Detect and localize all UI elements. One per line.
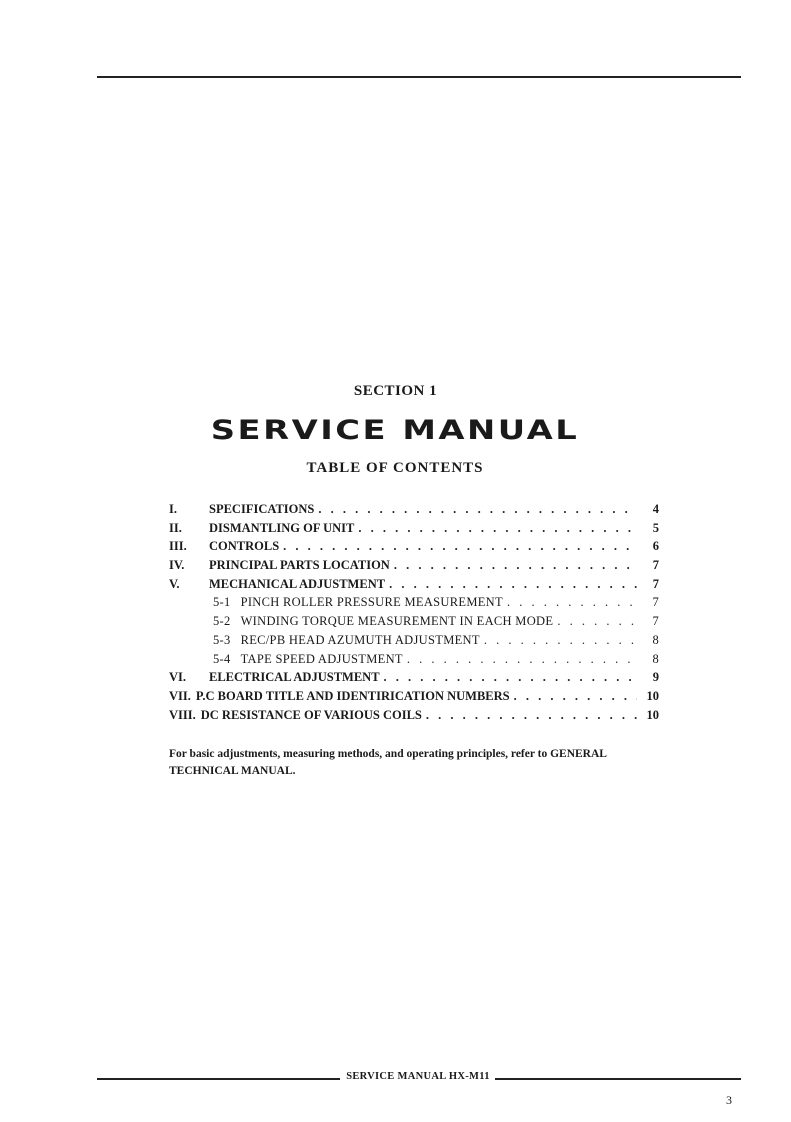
toc-entry[interactable] bbox=[169, 539, 659, 558]
toc-entry-number: II. bbox=[169, 520, 182, 535]
dot-leader bbox=[384, 670, 637, 685]
toc-entry-number: V. bbox=[169, 576, 180, 591]
toc-entry-page: 7 bbox=[652, 576, 659, 591]
toc-entry-number: III. bbox=[169, 539, 187, 554]
toc-entry-number: I. bbox=[169, 502, 177, 516]
section-label: SECTION 1 bbox=[353, 383, 438, 399]
dot-leader bbox=[389, 577, 637, 592]
toc-entry-title: DC RESISTANCE OF VARIOUS COILS bbox=[200, 707, 422, 722]
dot-leader bbox=[283, 539, 637, 554]
toc-subentry[interactable] bbox=[169, 614, 659, 633]
toc-entry-page: 10 bbox=[646, 688, 659, 703]
toc-subentry-title: TAPE SPEED ADJUSTMENT bbox=[240, 651, 403, 666]
toc-subentry-page: 7 bbox=[652, 595, 659, 610]
page-title: SERVICE MANUAL bbox=[210, 415, 580, 446]
toc-entry[interactable] bbox=[169, 502, 659, 521]
toc-subentry-page: 8 bbox=[652, 632, 659, 647]
toc-subentry-page: 8 bbox=[652, 651, 659, 666]
toc-entry[interactable] bbox=[169, 708, 659, 727]
toc-entry[interactable] bbox=[169, 577, 659, 596]
toc-entry-title: MECHANICAL ADJUSTMENT bbox=[209, 576, 386, 591]
dot-leader bbox=[426, 708, 637, 723]
toc-entry-page: 7 bbox=[652, 558, 659, 573]
footer-rule bbox=[495, 1078, 741, 1080]
toc-entry-page: 5 bbox=[652, 520, 659, 535]
toc-entry-title: CONTROLS bbox=[209, 539, 280, 554]
reference-note: For basic adjustments, measuring methods, and operating principles, refer to GENERAL TECHNICAL MANUAL. bbox=[169, 748, 607, 777]
toc-entry[interactable] bbox=[169, 521, 659, 540]
toc-entry[interactable] bbox=[169, 689, 659, 708]
toc-subentry-number: 5-1 bbox=[213, 595, 231, 610]
toc-entry-number: VI. bbox=[169, 670, 187, 685]
toc-subentry[interactable] bbox=[169, 652, 659, 671]
page-number: 3 bbox=[726, 1093, 732, 1107]
toc-entry-page: 4 bbox=[652, 502, 659, 516]
toc-subentry-number: 5-3 bbox=[213, 632, 231, 647]
dot-leader bbox=[358, 521, 637, 536]
toc-entry-number: VIII. bbox=[169, 707, 196, 722]
toc-subentry-title: PINCH ROLLER PRESSURE MEASUREMENT bbox=[240, 595, 503, 610]
toc-entry-number: IV. bbox=[169, 558, 185, 573]
dot-leader bbox=[318, 502, 637, 517]
toc-subentry-number: 5-2 bbox=[213, 614, 231, 629]
dot-leader bbox=[557, 614, 637, 629]
footer-title: SERVICE MANUAL HX-M11 bbox=[346, 1071, 490, 1082]
toc-entry[interactable] bbox=[169, 558, 659, 577]
toc-subentry-title: WINDING TORQUE MEASUREMENT IN EACH MODE bbox=[240, 614, 554, 629]
dot-leader bbox=[507, 595, 637, 610]
toc-heading: TABLE OF CONTENTS bbox=[306, 460, 484, 476]
toc-subentry-page: 7 bbox=[652, 614, 659, 629]
dot-leader bbox=[484, 633, 637, 648]
toc-entry-title: SPECIFICATIONS bbox=[209, 502, 315, 516]
toc-entry-title: ELECTRICAL ADJUSTMENT bbox=[209, 670, 380, 685]
toc-entry-page: 9 bbox=[652, 670, 659, 685]
toc-subentry-number: 5-4 bbox=[213, 651, 231, 666]
toc-entry-title: PRINCIPAL PARTS LOCATION bbox=[209, 558, 390, 573]
toc-entry-page: 10 bbox=[646, 707, 659, 722]
dot-leader bbox=[407, 652, 637, 667]
dot-leader bbox=[394, 558, 637, 573]
footer bbox=[97, 1072, 741, 1086]
toc-entry-number: VII. bbox=[169, 688, 191, 703]
toc-subentry[interactable] bbox=[169, 595, 659, 614]
footer-rule bbox=[97, 1078, 340, 1080]
toc-entry-title: DISMANTLING OF UNIT bbox=[209, 520, 355, 535]
toc-entry-page: 6 bbox=[652, 539, 659, 554]
toc-subentry-title: REC/PB HEAD AZUMUTH ADJUSTMENT bbox=[240, 632, 480, 647]
toc-subentry[interactable] bbox=[169, 633, 659, 652]
toc-entry-title: P.C BOARD TITLE AND IDENTIRICATION NUMBERS bbox=[195, 688, 510, 703]
dot-leader bbox=[514, 689, 637, 704]
toc-entry[interactable] bbox=[169, 670, 659, 689]
table-of-contents bbox=[169, 502, 659, 726]
